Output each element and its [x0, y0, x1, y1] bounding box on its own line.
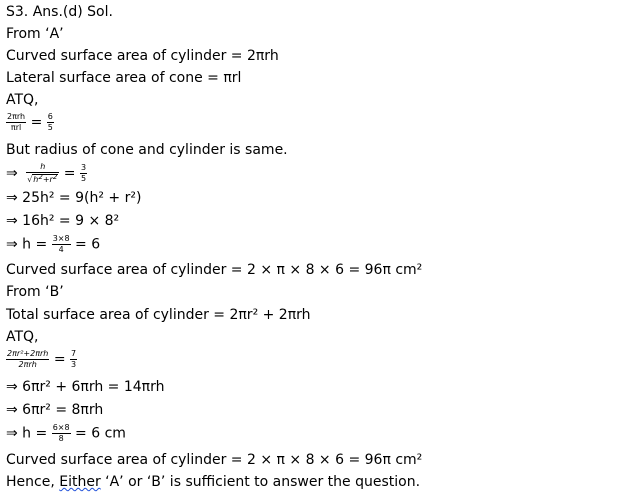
ratio-equation-3: $\frac{\text{2πr²+2πrh}}{\text{2πrh}}$ = $\frac{7}{3}$: [7, 349, 77, 369]
atq-label-2: ATQ,: [6, 329, 39, 345]
step-line: ⇒ 6πr² + 6πrh = 14πrh: [6, 379, 165, 395]
fraction: $\frac{3}{5}$: [80, 163, 87, 183]
step-line: ⇒ 16h² = 9 × 8²: [6, 213, 120, 229]
lsa-cone-formula: Lateral surface area of cone = πrl: [6, 70, 242, 86]
step-line: ⇒ 6πr² = 8πrh: [6, 402, 104, 418]
fraction: $\frac{h}{√h2+r2}$: [27, 162, 58, 184]
ratio-equation-1: $\frac{\text{2πrh}}{\text{πrl}}$ = $\frac{6}{5}$: [7, 112, 53, 132]
conclusion: Hence, Either ‘A’ or ‘B’ is sufficient to answer the question.: [6, 474, 421, 490]
csa-cylinder-formula: Curved surface area of cylinder = 2πrh: [6, 48, 279, 64]
fraction: $\frac{\text{2πr²+2πrh}}{\text{2πrh}}$: [7, 349, 49, 369]
fraction: $\frac{\text{2πrh}}{\text{πrl}}$: [7, 112, 26, 132]
fraction: $\frac{3\times 8}{4}$: [52, 234, 70, 254]
solution-header: S3. Ans.(d) Sol.: [6, 4, 113, 20]
from-b-label: From ‘B’: [6, 284, 64, 300]
fraction: $\frac{6}{5}$: [47, 112, 53, 132]
fraction: $\frac{6\times 8}{8}$: [52, 423, 70, 443]
h-value-equation-1: ⇒ h = $\frac{3\times 8}{4}$ = 6: [6, 234, 101, 254]
csa-value-2: Curved surface area of cylinder = 2 × π × 8 × 6 = 96π cm²: [6, 452, 423, 468]
ratio-equation-2: ⇒ $\frac{h}{√h2+r2}$ = $\frac{3}{5}$: [6, 162, 87, 184]
tsa-cylinder-formula: Total surface area of cylinder = 2πr² + 2πrh: [6, 307, 311, 323]
fraction: $\frac{7}{3}$: [71, 349, 77, 369]
h-value-equation-2: ⇒ h = $\frac{6\times 8}{8}$ = 6 cm: [6, 423, 126, 443]
step-line: ⇒ 25h² = 9(h² + r²): [6, 190, 142, 206]
csa-value-1: Curved surface area of cylinder = 2 × π × 8 × 6 = 96π cm²: [6, 262, 423, 278]
from-a-label: From ‘A’: [6, 26, 64, 42]
spellcheck-word: Either: [59, 474, 101, 490]
atq-label-1: ATQ,: [6, 92, 39, 108]
same-radius-statement: But radius of cone and cylinder is same.: [6, 142, 288, 158]
